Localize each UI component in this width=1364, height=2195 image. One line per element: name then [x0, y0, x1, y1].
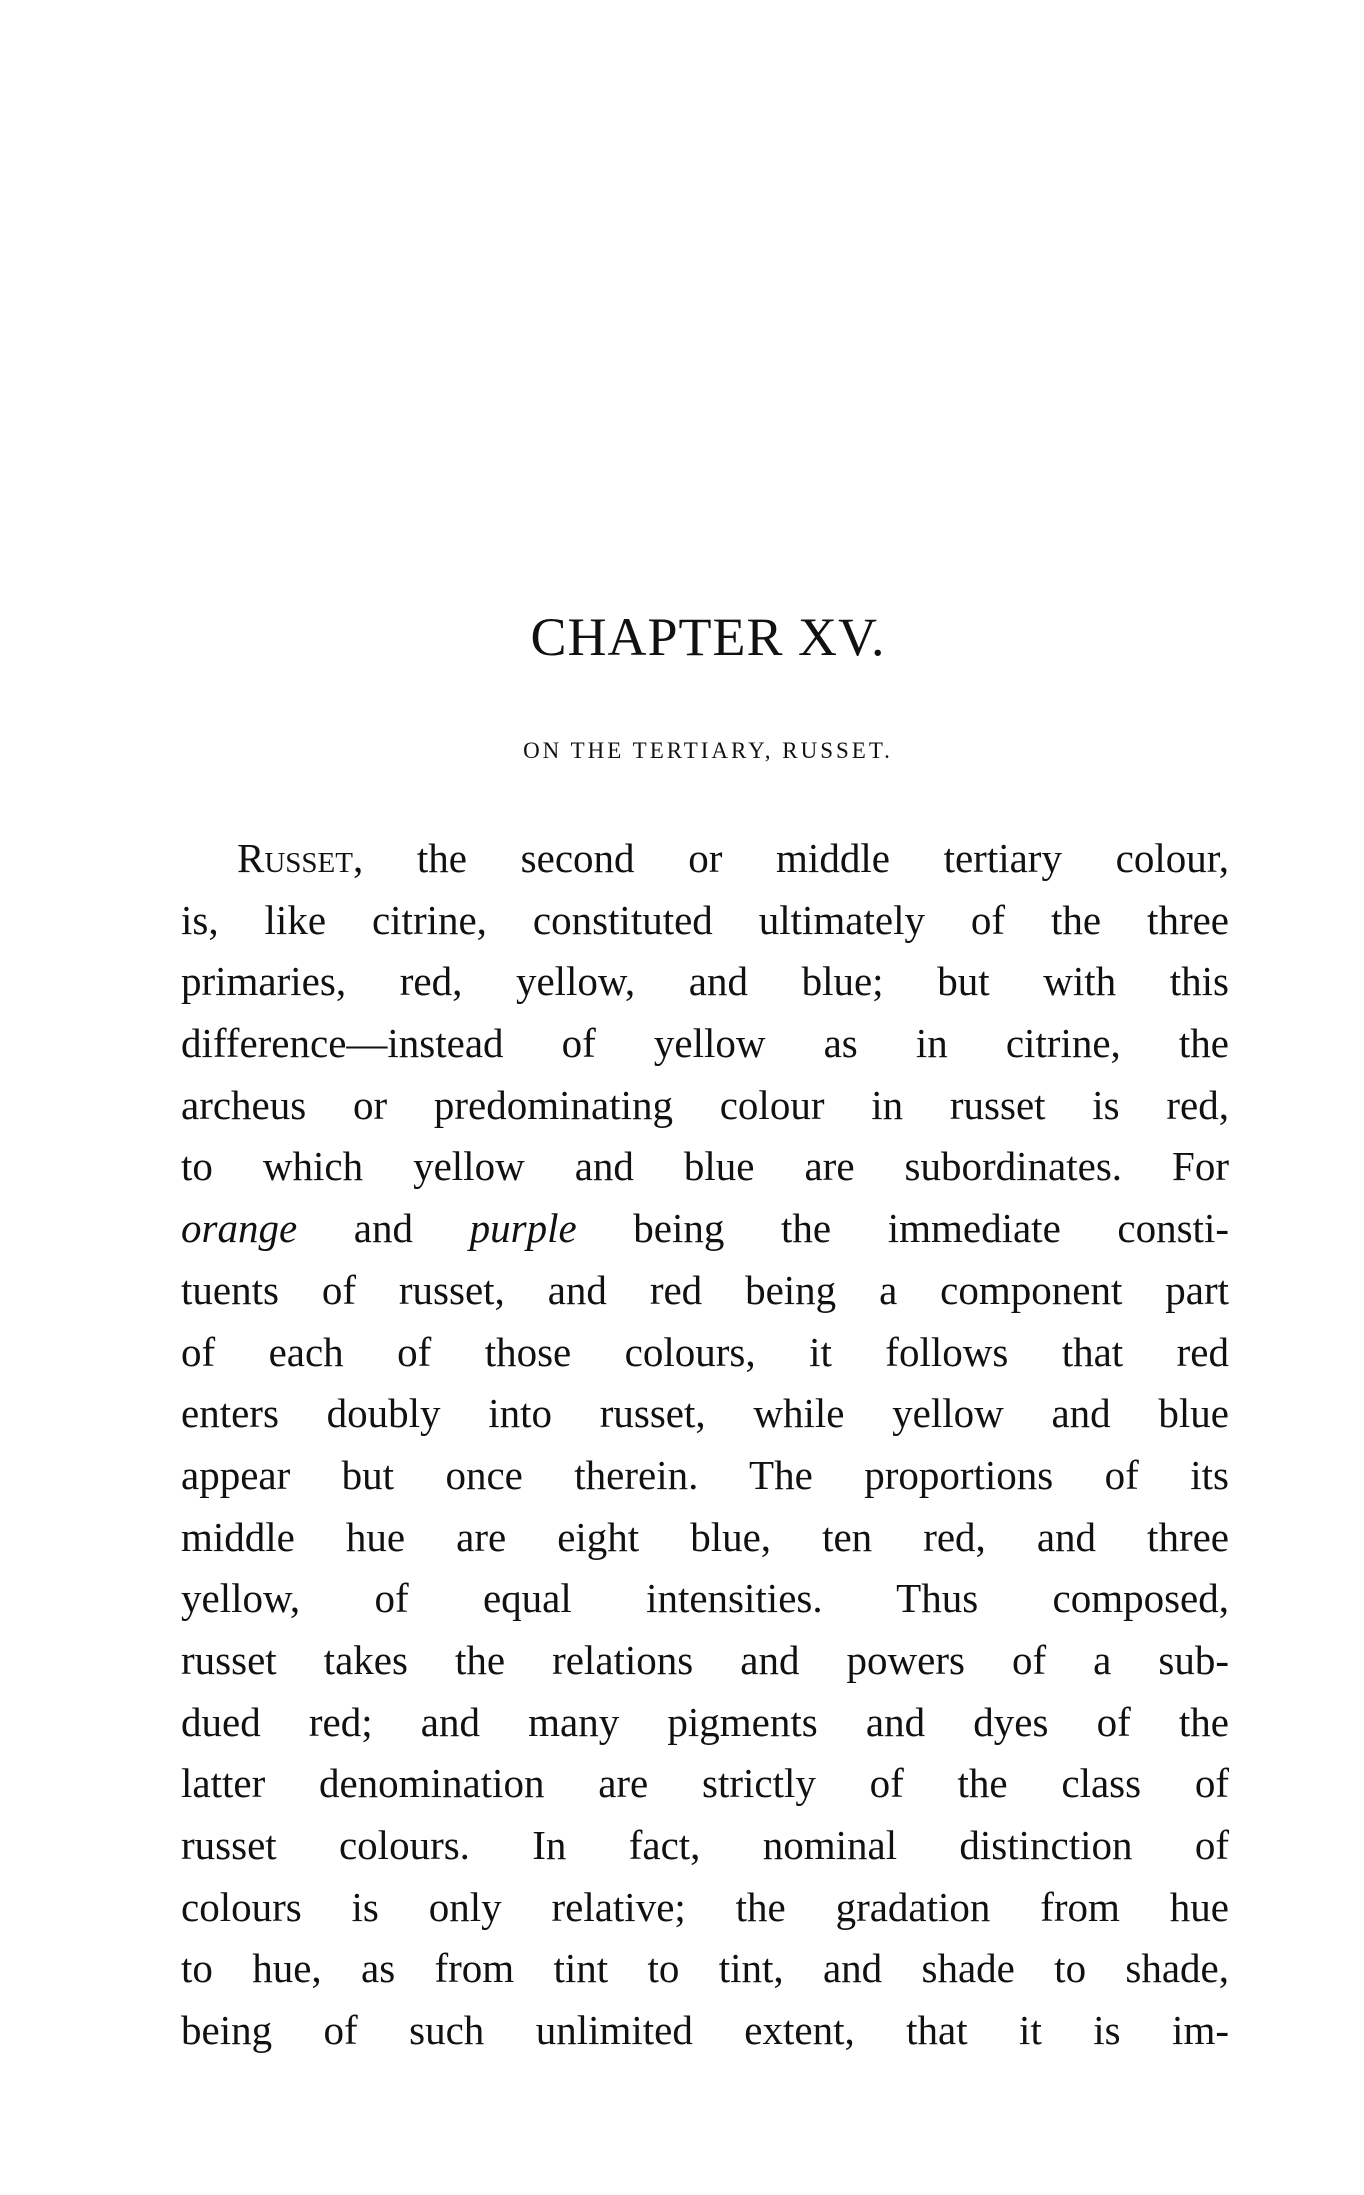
- text-segment: being the immediate consti-: [576, 1205, 1229, 1252]
- text-line: to which yellow and blue are subordinates. For: [181, 1143, 1229, 1190]
- text-line: tuents of russet, and red being a component part: [181, 1266, 1229, 1313]
- text-line: to hue, as from tint to tint, and shade to shade,: [181, 1945, 1229, 1992]
- text-line: russet colours. In fact, nominal distinction of: [181, 1822, 1229, 1868]
- chapter-subtitle: ON THE TERTIARY, RUSSET.: [523, 738, 893, 763]
- text-line: russet takes the relations and powers of a sub-: [181, 1636, 1229, 1683]
- text-line: latter denomination are strictly of the class of: [181, 1760, 1229, 1807]
- chapter-title: CHAPTER XV.: [530, 607, 886, 667]
- text-line: enters doubly into russet, while yellow and blue: [181, 1390, 1229, 1437]
- text-line: is, like citrine, constituted ultimately of the three: [181, 896, 1229, 943]
- text-line: [181, 828, 1229, 890]
- text-line: yellow, of equal intensities. Thus composed,: [181, 1575, 1229, 1622]
- text-line: primaries, red, yellow, and blue; but with this: [181, 958, 1229, 1005]
- lead-word: Russet: [237, 835, 353, 881]
- text-line: dued red; and many pigments and dyes of the: [181, 1698, 1229, 1745]
- body-paragraph: [181, 828, 1229, 2062]
- text-segment: , the second or middle tertiary colour,: [352, 835, 1229, 881]
- italic-word: purple: [469, 1205, 577, 1252]
- italic-word: orange: [181, 1205, 298, 1252]
- text-line: difference—instead of yellow as in citrine, the: [181, 1020, 1229, 1067]
- text-line: [181, 1198, 1229, 1260]
- text-line: of each of those colours, it follows that red: [181, 1328, 1229, 1375]
- text-line: archeus or predominating colour in russet is red,: [181, 1081, 1229, 1128]
- text-line: colours is only relative; the gradation from hue: [181, 1883, 1229, 1930]
- text-line: middle hue are eight blue, ten red, and three: [181, 1513, 1229, 1560]
- text-line: appear but once therein. The proportions of its: [181, 1451, 1229, 1498]
- text-segment: and: [297, 1205, 470, 1252]
- text-line: being of such unlimited extent, that it is im-: [181, 2007, 1229, 2054]
